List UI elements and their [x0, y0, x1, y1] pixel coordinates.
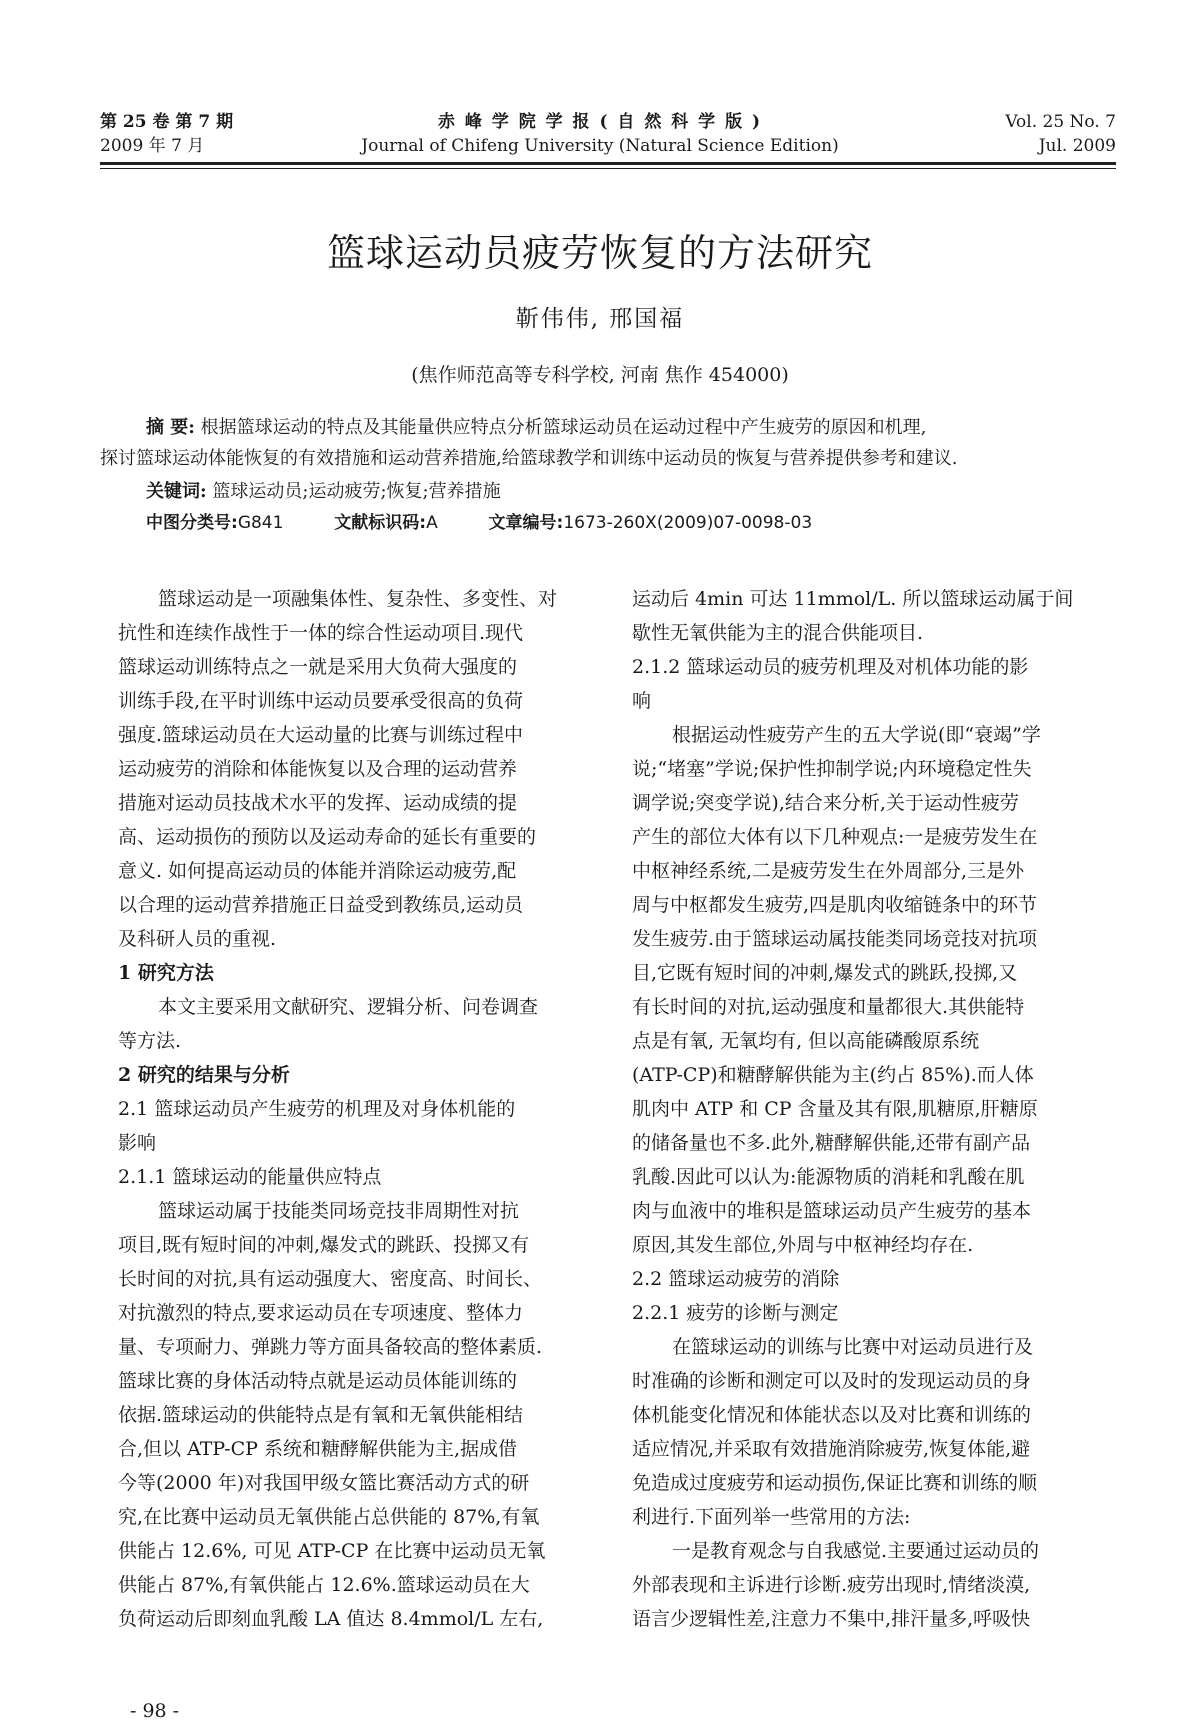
text-line: 的储备量也不多.此外,糖酵解供能,还带有副产品 — [632, 1132, 1031, 1154]
text-line: 高、运动损伤的预防以及运动寿命的延长有重要的 — [118, 826, 537, 848]
keywords-text: 篮球运动员;运动疲劳;恢复;营养措施 — [212, 481, 501, 502]
paper-authors: 靳伟伟, 邢国福 — [515, 306, 685, 332]
text-line: 抗性和连续作战性于一体的综合性运动项目.现代 — [118, 622, 524, 644]
article-no-label: 文章编号: — [488, 513, 564, 533]
text-line: 发生疲劳.由于篮球运动属技能类同场竞技对抗项 — [632, 928, 1038, 950]
text-line: 2.2 篮球运动疲劳的消除 — [632, 1268, 840, 1290]
journal-name-en: Journal of Chifeng University (Natural Science Edition) — [361, 136, 839, 156]
text-line: 说;“堵塞”学说;保护性抑制学说;内环境稳定性失 — [632, 758, 1032, 780]
text-line: 有长时间的对抗,运动强度和量都很大.其供能特 — [632, 996, 1025, 1018]
text-line: 2.2.1 疲劳的诊断与测定 — [632, 1302, 839, 1324]
text-line: 依据.篮球运动的供能特点是有氧和无氧供能相结 — [118, 1404, 524, 1426]
text-line: 语言少逻辑性差,注意力不集中,排汗量多,呼吸快 — [632, 1608, 1031, 1630]
text-line: 究,在比赛中运动员无氧供能占总供能的 87%,有氧 — [118, 1506, 540, 1528]
text-line: 意义. 如何提高运动员的体能并消除运动疲劳,配 — [118, 860, 517, 882]
text-line: 训练手段,在平时训练中运动员要承受很高的负荷 — [118, 690, 524, 712]
text-line: 负荷运动后即刻血乳酸 LA 值达 8.4mmol/L 左右, — [118, 1608, 544, 1630]
body-column-right — [632, 582, 1102, 1636]
text-line: 供能占 12.6%, 可见 ATP-CP 在比赛中运动员无氧 — [118, 1540, 546, 1562]
text-line: 产生的部位大体有以下几种观点:一是疲劳发生在 — [632, 826, 1038, 848]
section-heading: 2 研究的结果与分析 — [118, 1064, 290, 1086]
header-rule-thin — [100, 168, 1116, 169]
text-line: 本文主要采用文献研究、逻辑分析、问卷调查 — [158, 996, 539, 1018]
abstract-line-2: 探讨篮球运动体能恢复的有效措施和运动营养措施,给篮球教学和训练中运动员的恢复与营养提供参考和建议. — [100, 448, 958, 469]
text-line: 适应情况,并采取有效措施消除疲劳,恢复体能,避 — [632, 1438, 1031, 1460]
header-date: 2009 年 7 月 — [100, 136, 205, 156]
keywords-label: 关键词: — [146, 481, 207, 502]
header-volume: 第 25 卷 第 7 期 — [100, 112, 234, 132]
text-line: 供能占 87%,有氧供能占 12.6%.篮球运动员在大 — [118, 1574, 530, 1596]
paper-title: 篮球运动员疲劳恢复的方法研究 — [326, 231, 873, 275]
text-line: 运动疲劳的消除和体能恢复以及合理的运动营养 — [118, 758, 518, 780]
text-line: 点是有氧, 无氧均有, 但以高能磷酸原系统 — [632, 1030, 980, 1052]
text-line: 利进行.下面列举一些常用的方法: — [632, 1506, 911, 1528]
text-line: 体机能变化情况和体能状态以及对比赛和训练的 — [632, 1404, 1032, 1426]
text-line: 今等(2000 年)对我国甲级女篮比赛活动方式的研 — [118, 1472, 530, 1494]
text-line: 长时间的对抗,具有运动强度大、密度高、时间长、 — [118, 1268, 543, 1290]
body-column-left — [118, 582, 588, 1636]
text-line: 调学说;突变学说),结合来分析,关于运动性疲劳 — [632, 792, 1019, 814]
doc-code-label: 文献标识码: — [334, 513, 427, 533]
text-line: 乳酸.因此可以认为:能源物质的消耗和乳酸在肌 — [632, 1166, 1025, 1188]
text-line: 2.1.2 篮球运动员的疲劳机理及对机体功能的影 — [632, 656, 1029, 678]
page-number: - 98 - — [130, 1700, 180, 1722]
text-line: 2.1.1 篮球运动的能量供应特点 — [118, 1166, 382, 1188]
text-line: 篮球运动是一项融集体性、复杂性、多变性、对 — [158, 588, 558, 610]
text-line: 篮球运动训练特点之一就是采用大负荷大强度的 — [118, 656, 518, 678]
abstract-text-1: 根据篮球运动的特点及其能量供应特点分析篮球运动员在运动过程中产生疲劳的原因和机理, — [200, 417, 927, 438]
section-heading: 1 研究方法 — [118, 962, 214, 984]
text-line: 根据运动性疲劳产生的五大学说(即“衰竭”学 — [672, 724, 1041, 746]
text-line: 在篮球运动的训练与比赛中对运动员进行及 — [672, 1336, 1034, 1358]
text-line: 等方法. — [118, 1030, 182, 1052]
text-line: 原因,其发生部位,外周与中枢神经均存在. — [632, 1234, 974, 1256]
clc-value: G841 — [237, 513, 284, 533]
text-line: 周与中枢都发生疲劳,四是肌肉收缩链条中的环节 — [632, 894, 1038, 916]
text-line: 一是教育观念与自我感觉.主要通过运动员的 — [672, 1540, 1040, 1562]
text-line: 项目,既有短时间的冲刺,爆发式的跳跃、投掷又有 — [118, 1234, 530, 1256]
text-line: 量、专项耐力、弹跳力等方面具备较高的整体素质. — [118, 1336, 543, 1358]
journal-volume-en — [1005, 110, 1116, 158]
text-line: 措施对运动员技战术水平的发挥、运动成绩的提 — [118, 792, 518, 814]
abstract-label: 摘 要: — [146, 417, 195, 438]
text-line: 肌肉中 ATP 和 CP 含量及其有限,肌糖原,肝糖原 — [632, 1098, 1038, 1120]
text-line: 2.1 篮球运动员产生疲劳的机理及对身体机能的 — [118, 1098, 516, 1120]
text-line: 目,它既有短时间的冲刺,爆发式的跳跃,投掷,又 — [632, 962, 1018, 984]
text-line: 外部表现和主诉进行诊断.疲劳出现时,情绪淡漠, — [632, 1574, 1031, 1596]
text-line: 篮球比赛的身体活动特点就是运动员体能训练的 — [118, 1370, 518, 1392]
text-line: 肉与血液中的堆积是篮球运动员产生疲劳的基本 — [632, 1200, 1032, 1222]
text-line: 免造成过度疲劳和运动损伤,保证比赛和训练的顺 — [632, 1472, 1038, 1494]
classification — [100, 508, 1162, 539]
doc-code-value: A — [426, 513, 438, 533]
clc-label: 中图分类号: — [146, 513, 238, 533]
text-line: 合,但以 ATP-CP 系统和糖酵解供能为主,据成借 — [118, 1438, 518, 1460]
journal-name-cn: 赤 峰 学 院 学 报 ( 自 然 科 学 版 ) — [437, 112, 763, 132]
text-line: 响 — [632, 690, 652, 712]
header-vol-en: Vol. 25 No. 7 — [1005, 112, 1116, 132]
text-line: 歇性无氧供能为主的混合供能项目. — [632, 622, 924, 644]
text-line: 强度.篮球运动员在大运动量的比赛与训练过程中 — [118, 724, 524, 746]
header-date-en: Jul. 2009 — [1038, 136, 1116, 156]
text-line: 时准确的诊断和测定可以及时的发现运动员的身 — [632, 1370, 1032, 1392]
header-rule-thick — [100, 162, 1116, 165]
text-line: 运动后 4min 可达 11mmol/L. 所以篮球运动属于间 — [632, 588, 1074, 610]
text-line: (ATP-CP)和糖酵解供能为主(约占 85%).而人体 — [632, 1064, 1034, 1086]
article-no-value: 1673-260X(2009)07-0098-03 — [563, 513, 813, 533]
text-line: 影响 — [118, 1132, 157, 1154]
keywords — [100, 476, 1162, 507]
text-line: 以合理的运动营养措施正日益受到教练员,运动员 — [118, 894, 524, 916]
text-line: 中枢神经系统,二是疲劳发生在外周部分,三是外 — [632, 860, 1025, 882]
text-line: 对抗激烈的特点,要求运动员在专项速度、整体力 — [118, 1302, 524, 1324]
paper-affiliation: (焦作师范高等专科学校, 河南 焦作 454000) — [411, 364, 789, 386]
text-line: 篮球运动属于技能类同场竞技非周期性对抗 — [158, 1200, 520, 1222]
abstract — [100, 412, 1116, 474]
text-line: 及科研人员的重视. — [118, 928, 277, 950]
abstract-line-1 — [100, 412, 1116, 443]
